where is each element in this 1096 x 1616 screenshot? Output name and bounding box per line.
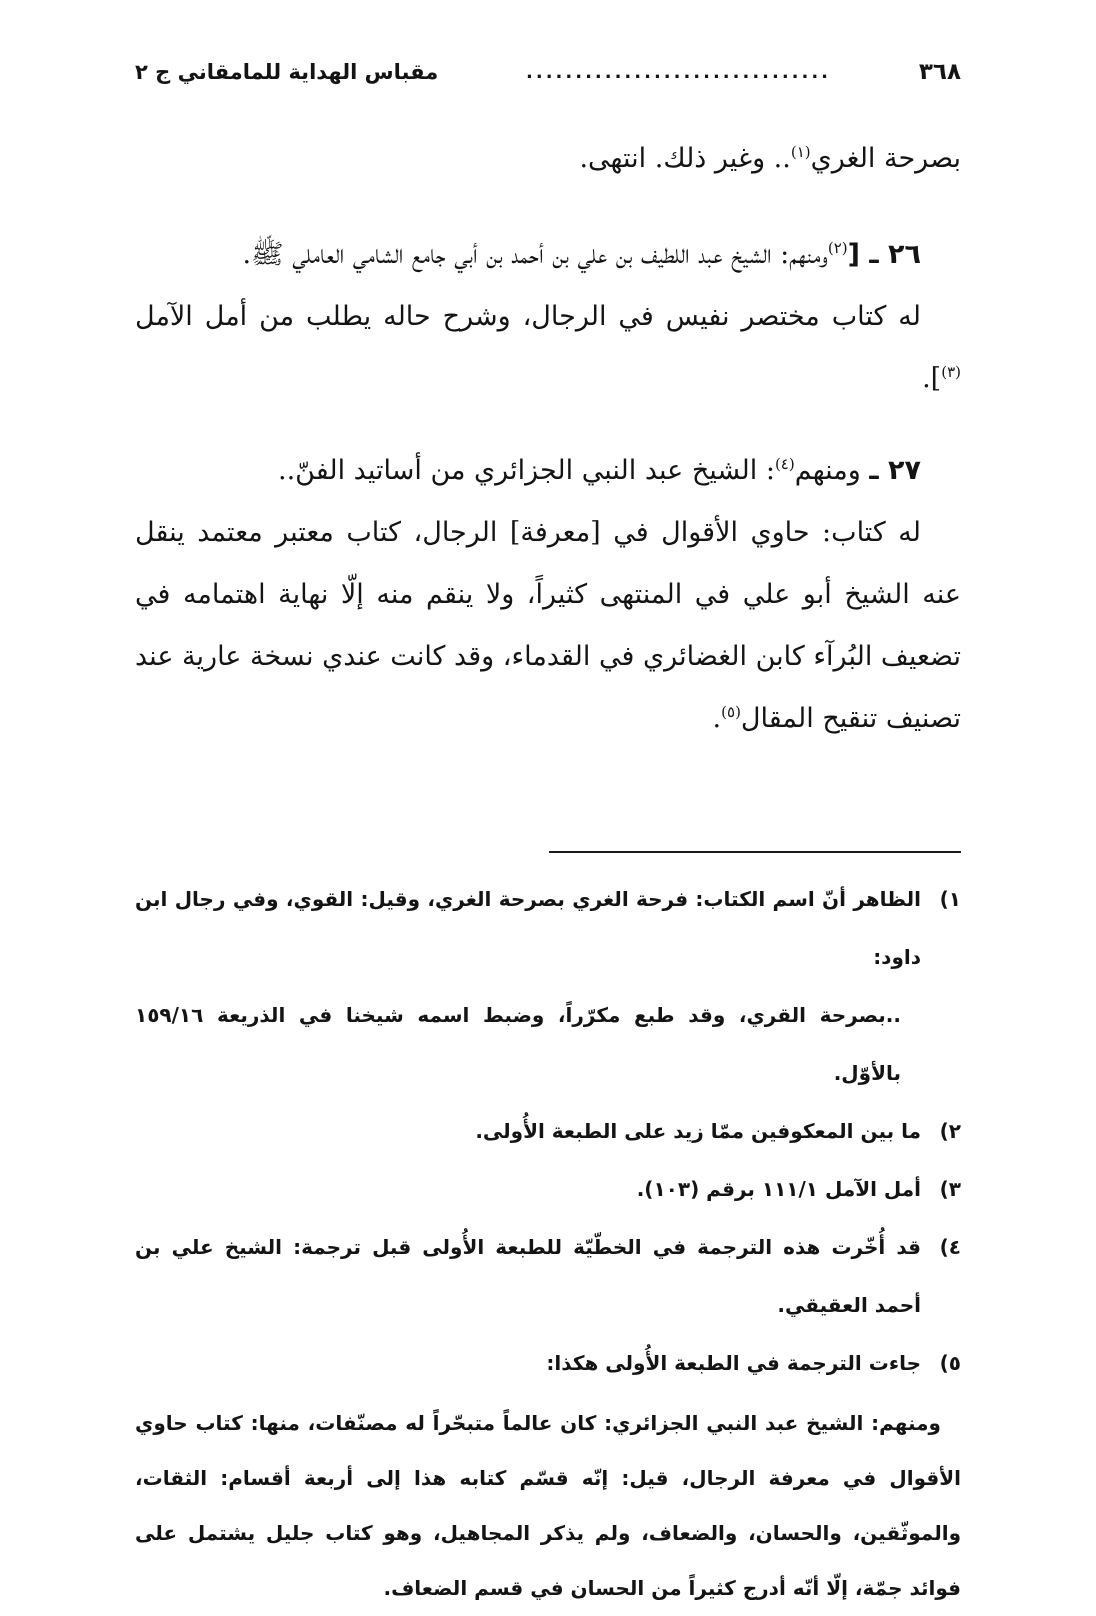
footnote-5-quote: ومنهم: الشيخ عبد النبي الجزائري: كان عالماً متبحّراً له مصنّفات، منها: كتاب حاوي الأقوال في معرفة الرجال، قيل: إنّه قسّم كتابه هذا إلى أربعة أقسام: الثقات، والموثّقين، والحسان، والضعاف، ولم يذكر المجاهيل، وهو كتاب جليل يشتمل على فوائد جمّة، إلّا أنّه أدرج كثيراً من الحسان في قسم الضعاف. (135, 1411, 961, 1600)
text: ما بين المعكوفين ممّا زيد على الطبعة الأُولى. (475, 1119, 921, 1143)
text: له كتاب مختصر نفيس في الرجال، وشرح حاله يطلب من أمل الآمل (135, 301, 921, 332)
page-number: ٣٦٨ (918, 59, 961, 85)
footnote-number: ١) (939, 887, 961, 911)
footnote-separator (549, 851, 961, 853)
running-header (135, 52, 961, 92)
text: ]. (922, 363, 942, 394)
entry-number: ٢٧ ـ (869, 455, 921, 486)
text: الظاهر أنّ اسم الكتاب: فرحة الغري بصرحة الغري، وقيل: القوي، وفي رجال ابن داود: (135, 887, 921, 969)
text: ..بصرحة القري، وقد طبع مكرّراً، وضبط اسمه شيخنا في الذريعة ١٥٩/١٦ بالأوّل. (135, 1003, 901, 1085)
main-text (135, 128, 961, 750)
footnote-number: ٢) (939, 1119, 961, 1143)
paragraph-continuation (135, 128, 961, 190)
footnote-5 (135, 1334, 961, 1392)
footnote-ref: (٣) (941, 363, 961, 381)
entry-26 (135, 224, 961, 286)
text: له كتاب: حاوي الأقوال في [معرفة] الرجال، كتاب معتبر معتمد ينقل عنه الشيخ أبو علي في المنتهى كثيراً، ولا ينقم منه إلّا نهاية اهتمامه في تضعيف البُرآء كابن الغضائري في القدماء، وقد كانت عندي نسخة عارية عند تصنيف تنقيح المقال (135, 517, 961, 734)
footnote-ref: (١) (790, 143, 811, 161)
entry-27-work (135, 502, 961, 750)
text: . (712, 703, 722, 734)
entry-27 (135, 440, 961, 502)
entry-26-work (135, 286, 961, 410)
running-title: مقباس الهداية للمامقاني ج ٢ (135, 60, 439, 84)
text: جاءت الترجمة في الطبعة الأُولى هكذا: (546, 1351, 921, 1375)
footnote-4 (135, 1218, 961, 1334)
footnote-number: ٥) (939, 1351, 961, 1375)
footnote-number: ٤) (939, 1235, 961, 1259)
footnote-ref: (٢) (827, 239, 848, 257)
text: ومنهم (794, 455, 861, 486)
text: قد أُخّرت هذه الترجمة في الخطّيّة للطبعة الأُولى قبل ترجمة: الشيخ علي بن أحمد العقيقي. (135, 1235, 921, 1317)
header-leader-dots: ............................... (526, 61, 832, 83)
footnote-number: ٣) (939, 1177, 961, 1201)
footnotes (135, 870, 961, 1616)
footnote-1 (135, 870, 961, 986)
footnote-ref: (٥) (721, 703, 741, 721)
entry-number: ٢٦ ـ [ (847, 239, 921, 270)
footnote-2 (135, 1102, 961, 1160)
text: أمل الآمل ١١١/١ برقم (١٠٣). (636, 1177, 921, 1201)
footnote-1-continued (135, 986, 961, 1102)
entry-text: : الشيخ عبد النبي الجزائري من أساتيد الفنّ.. (278, 455, 775, 486)
text: بصرحة الغري (810, 143, 961, 174)
footnote-ref: (٤) (774, 455, 795, 473)
footnote-3 (135, 1160, 961, 1218)
entry-text: ومنهم: الشيخ عبد اللطيف بن علي بن أحمد بن أبي جامع الشامي العاملي ﷺ. (242, 239, 828, 270)
text: .. وغير ذلك. انتهى. (579, 143, 791, 174)
